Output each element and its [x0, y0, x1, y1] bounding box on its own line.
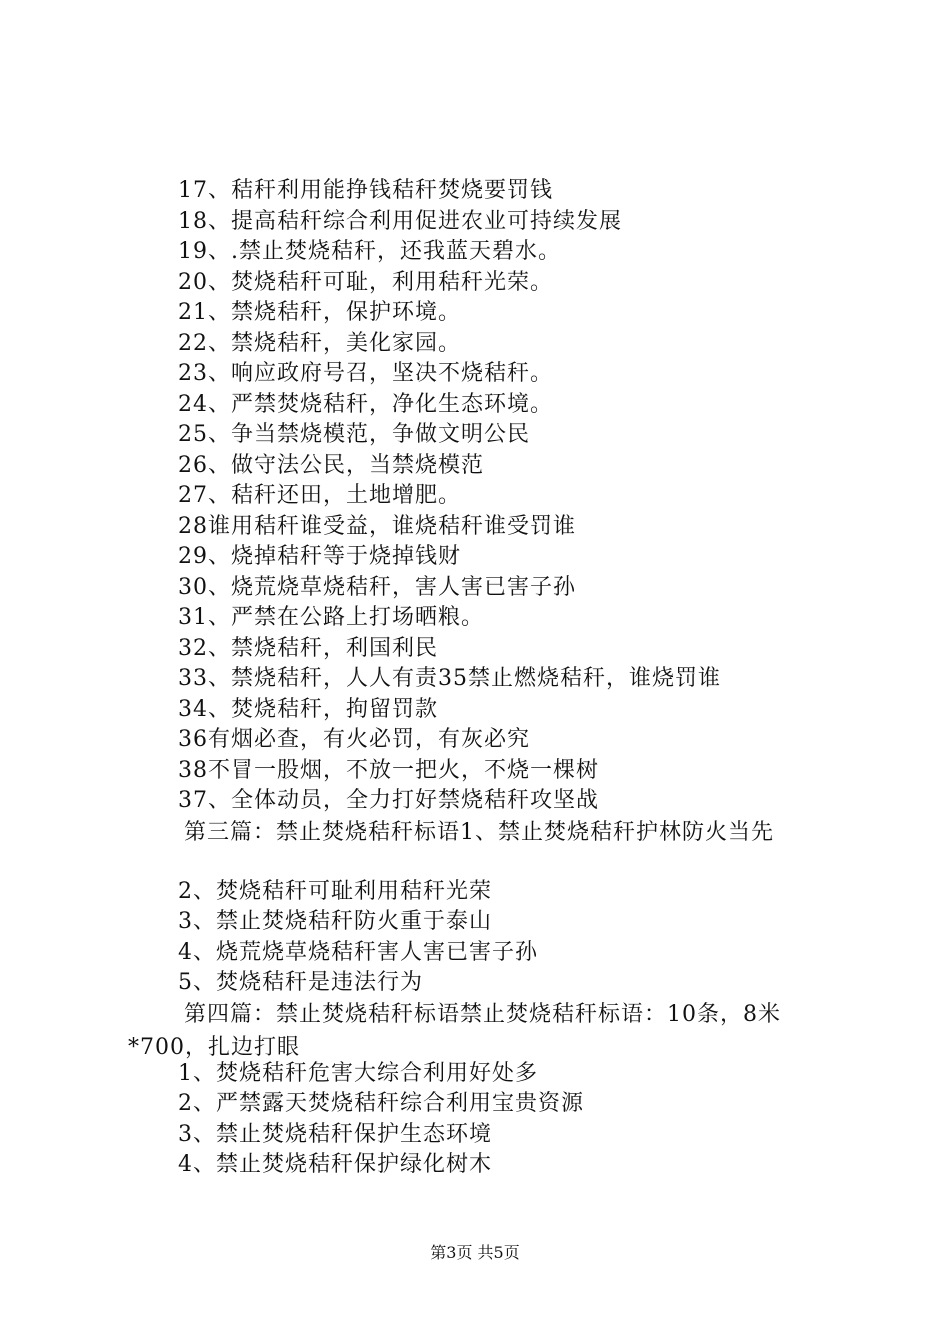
slogan-line: 31、严禁在公路上打场晒粮。 — [178, 605, 484, 630]
slogan-line: 3、禁止焚烧秸秆防火重于泰山 — [178, 909, 492, 934]
slogan-line: 37、全体动员，全力打好禁烧秸秆攻坚战 — [178, 788, 599, 813]
slogan-line: 27、秸秆还田，土地增肥。 — [178, 483, 461, 508]
slogan-line: 25、争当禁烧模范，争做文明公民 — [178, 422, 530, 447]
slogan-line: 2、焚烧秸秆可耻利用秸秆光荣 — [178, 879, 492, 904]
slogan-line: 21、禁烧秸秆，保护环境。 — [178, 300, 461, 325]
slogan-line: 36有烟必查，有火必罚，有灰必究 — [178, 727, 530, 752]
section-heading-3: 第三篇：禁止焚烧秸秆标语1、禁止焚烧秸秆护林防火当先 — [184, 820, 774, 845]
section-heading-4: 第四篇：禁止焚烧秸秆标语禁止焚烧秸秆标语：10条，8米*700，扎边打眼 — [128, 1002, 781, 1060]
slogan-line: 1、焚烧秸秆危害大综合利用好处多 — [178, 1061, 538, 1086]
slogan-line: 17、秸秆利用能挣钱秸秆焚烧要罚钱 — [178, 178, 553, 203]
slogan-line: 30、烧荒烧草烧秸秆，害人害已害子孙 — [178, 575, 576, 600]
slogan-line: 28谁用秸秆谁受益，谁烧秸秆谁受罚谁 — [178, 514, 576, 539]
slogan-line: 32、禁烧秸秆，利国利民 — [178, 636, 438, 661]
slogan-line: 38不冒一股烟，不放一把火，不烧一棵树 — [178, 758, 599, 783]
slogan-line: 29、烧掉秸秆等于烧掉钱财 — [178, 544, 461, 569]
slogan-line: 23、响应政府号召，坚决不烧秸秆。 — [178, 361, 553, 386]
slogan-line: 4、烧荒烧草烧秸秆害人害已害子孙 — [178, 940, 538, 965]
slogan-line: 19、.禁止焚烧秸秆，还我蓝天碧水。 — [178, 239, 561, 264]
slogan-line: 22、禁烧秸秆，美化家园。 — [178, 331, 461, 356]
slogan-line: 24、严禁焚烧秸秆，净化生态环境。 — [178, 392, 553, 417]
slogan-line: 33、禁烧秸秆，人人有责35禁止燃烧秸秆，谁烧罚谁 — [178, 666, 721, 691]
page-footer: 第3页 共5页 — [430, 1243, 520, 1262]
slogan-line: 20、焚烧秸秆可耻，利用秸秆光荣。 — [178, 270, 553, 295]
slogan-line: 34、焚烧秸秆，拘留罚款 — [178, 697, 438, 722]
slogan-line: 18、提高秸秆综合利用促进农业可持续发展 — [178, 209, 622, 234]
slogan-line: 3、禁止焚烧秸秆保护生态环境 — [178, 1122, 492, 1147]
slogan-line: 5、焚烧秸秆是违法行为 — [178, 970, 423, 995]
slogan-line: 4、禁止焚烧秸秆保护绿化树木 — [178, 1152, 492, 1177]
slogan-line: 2、严禁露天焚烧秸秆综合利用宝贵资源 — [178, 1091, 584, 1116]
slogan-line: 26、做守法公民，当禁烧模范 — [178, 453, 484, 478]
